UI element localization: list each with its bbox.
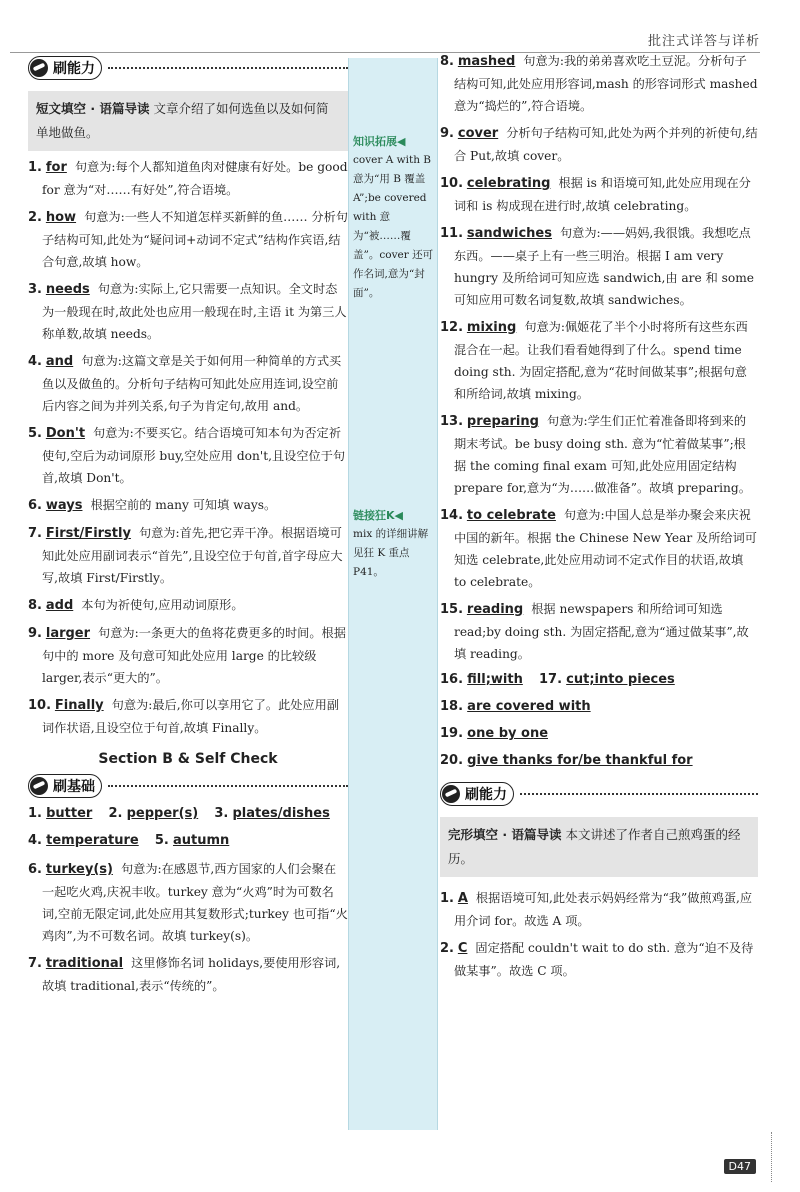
answer-item	[28, 594, 348, 617]
item-number: 3.	[214, 806, 229, 821]
answer-item	[28, 422, 348, 489]
item-answer: preparing	[466, 414, 539, 429]
item-number: 3.	[28, 282, 42, 297]
item-number: 1.	[440, 891, 454, 906]
answer-row	[440, 668, 758, 692]
item-number: 2.	[440, 941, 454, 956]
answer-row	[28, 829, 348, 853]
item-explanation: 句意为:实际上,它只需要一点知识。全文时态为一般现在时,故此处也应用一般现在时,主语 it 为第三人称单数,故填 needs。	[42, 282, 347, 341]
answer-item	[440, 316, 758, 405]
item-answer: autumn	[172, 833, 230, 848]
item-number: 6.	[28, 862, 42, 877]
answer-row	[440, 722, 758, 746]
answer-item	[440, 50, 758, 117]
guide-tag: 短文填空 · 语篇导读	[36, 101, 150, 116]
note-text: mix 的详细讲解见狂 K 重点 P41。	[353, 528, 429, 578]
answer-item	[440, 172, 758, 217]
item-number: 18.	[440, 699, 464, 714]
pencil-ball-icon	[442, 785, 460, 803]
item-number: 14.	[440, 508, 464, 523]
answer-item	[28, 494, 348, 517]
answer-item	[28, 206, 348, 273]
section-header-basic	[28, 773, 348, 799]
link-note	[353, 506, 435, 582]
item-explanation: 分析句子结构可知,此处为两个并列的祈使句,结合 Put,故填 cover。	[454, 126, 758, 163]
section-header-power	[28, 55, 348, 81]
knowledge-note	[353, 132, 435, 303]
item-explanation: 句意为:——妈妈,我很饿。我想吃点东西。——桌子上有一些三明治。根据 I am very hungry 及所给词可知应选 sandwich,由 are 和 some 可知应用可数名词复数,故填 sandwiches。	[454, 226, 755, 307]
dotted-divider	[108, 785, 348, 787]
note-text: cover A with B 意为“用 B 覆盖 A”;be covered with 意为“被……覆盖”。cover 还可作名词,意为“封面”。	[353, 154, 434, 299]
item-answer: celebrating	[466, 176, 551, 191]
item-number: 13.	[440, 414, 464, 429]
answer-item	[28, 858, 348, 947]
item-explanation: 根据 is 和语境可知,此处应用现在分词和 is 构成现在进行时,故填 celebrating。	[454, 176, 751, 213]
item-explanation: 句意为:不要买它。结合语境可知本句为否定祈使句,空后为动词原形 buy,空处应用 don't,且设空位于句首,故填 Don't。	[42, 426, 346, 485]
page-number: D47	[724, 1159, 756, 1174]
item-answer: give thanks for/be thankful for	[467, 753, 693, 768]
dotted-divider	[520, 793, 758, 795]
item-explanation: 句意为:中国人总是举办聚会来庆祝中国的新年。根据 the Chinese New Year 及所给词可知选 celebrate,此处应用动词不定式作目的状语,故填 to celebrate。	[454, 508, 757, 589]
item-number: 5.	[28, 426, 42, 441]
item-answer: how	[45, 210, 77, 225]
item-number: 8.	[440, 54, 454, 69]
dotted-divider	[108, 67, 348, 69]
item-number: 10.	[440, 176, 464, 191]
item-answer: A	[457, 891, 468, 906]
item-answer: larger	[45, 626, 91, 641]
item-number: 8.	[28, 598, 42, 613]
item-answer: mashed	[457, 54, 516, 69]
item-number: 16.	[440, 672, 464, 687]
item-answer: are covered with	[467, 699, 591, 714]
item-explanation: 固定搭配 couldn't wait to do sth. 意为“迫不及待做某事”。故选 C 项。	[454, 941, 754, 978]
item-answer: pepper(s)	[126, 806, 199, 821]
guide-text: 本文讲述了作者自己煎鸡蛋的经历。	[448, 827, 741, 866]
item-answer: to celebrate	[466, 508, 556, 523]
item-answer: cut;into pieces	[566, 672, 675, 687]
section-label: 刷能力	[465, 787, 507, 803]
item-explanation: 句意为:我的弟弟喜欢吃土豆泥。分析句子结构可知,此处应用形容词,mash 的形容词形式 mashed 意为“捣烂的”,符合语境。	[454, 54, 758, 113]
item-explanation: 本句为祈使句,应用动词原形。	[81, 598, 244, 612]
item-explanation: 根据空前的 many 可知填 ways。	[90, 498, 277, 512]
answer-row	[440, 749, 758, 773]
item-answer: add	[45, 598, 74, 613]
item-answer: C	[457, 941, 468, 956]
answer-row	[28, 802, 348, 826]
item-number: 4.	[28, 354, 42, 369]
item-answer: First/Firstly	[45, 526, 131, 541]
item-number: 9.	[440, 126, 454, 141]
item-number: 17.	[539, 672, 563, 687]
answer-item	[440, 937, 758, 982]
answer-item	[28, 952, 348, 997]
item-number: 15.	[440, 602, 464, 617]
right-column	[440, 50, 758, 982]
reading-guide	[28, 91, 348, 151]
item-answer: one by one	[467, 726, 549, 741]
item-explanation: 句意为:这篇文章是关于如何用一种简单的方式买鱼以及做鱼的。分析句子结构可知此处应用连词,设空前后内容之间为并列关系,句子为肯定句,故用 and。	[42, 354, 342, 413]
answer-item	[28, 622, 348, 689]
pencil-ball-icon	[30, 777, 48, 795]
reading-guide	[440, 817, 758, 877]
item-number: 19.	[440, 726, 464, 741]
item-answer: cover	[457, 126, 499, 141]
section-label: 刷能力	[53, 61, 95, 77]
item-number: 7.	[28, 526, 42, 541]
item-number: 10.	[28, 698, 52, 713]
item-explanation: 句意为:一些人不知道怎样买新鲜的鱼…… 分析句子结构可知,此处为“疑问词+动词不定式”结构作宾语,结合句意,故填 how。	[42, 210, 348, 269]
answer-item	[28, 156, 348, 201]
item-answer: plates/dishes	[232, 806, 330, 821]
left-column	[28, 55, 348, 997]
item-explanation: 句意为:最后,你可以享用它了。此处应用副词作状语,且设空位于句首,故填 Finally。	[42, 698, 340, 735]
item-explanation: 句意为:首先,把它弄干净。根据语境可知此处应用副词表示“首先”,且设空位于句首,首字母应大写,故填 First/Firstly。	[42, 526, 343, 585]
item-explanation: 根据 newspapers 和所给词可知选 read;by doing sth. 为固定搭配,意为“通过做某事”,故填 reading。	[454, 602, 749, 661]
answer-item	[440, 887, 758, 932]
answer-row	[440, 695, 758, 719]
section-badge	[28, 774, 102, 798]
item-number: 2.	[108, 806, 123, 821]
header-title: 批注式详答与详析	[647, 34, 760, 49]
item-number: 12.	[440, 320, 464, 335]
item-number: 6.	[28, 498, 42, 513]
item-answer: mixing	[466, 320, 517, 335]
item-explanation: 句意为:佩姬花了半个小时将所有这些东西混合在一起。让我们看看她得到了什么。spend time doing sth. 为固定搭配,意为“花时间做某事”;根据句意和所给词,故填 mixing。	[454, 320, 748, 401]
item-number: 5.	[154, 833, 169, 848]
item-answer: for	[45, 160, 67, 175]
item-number: 9.	[28, 626, 42, 641]
answer-item	[440, 122, 758, 167]
item-number: 1.	[28, 160, 42, 175]
item-answer: ways	[45, 498, 83, 513]
answer-item	[28, 694, 348, 739]
item-answer: Don't	[45, 426, 86, 441]
item-number: 20.	[440, 753, 464, 768]
section-header-power	[440, 781, 758, 807]
annotation-strip	[348, 58, 438, 1130]
answer-item	[440, 598, 758, 665]
item-explanation: 这里修饰名词 holidays,要使用形容词,故填 traditional,表示“传统的”。	[42, 956, 341, 993]
answer-item	[440, 410, 758, 499]
pencil-ball-icon	[30, 59, 48, 77]
item-answer: reading	[466, 602, 524, 617]
answer-item	[28, 522, 348, 589]
guide-tag: 完形填空 · 语篇导读	[448, 827, 562, 842]
section-label: 刷基础	[53, 779, 95, 795]
guide-text: 文章介绍了如何选鱼以及如何简单地做鱼。	[36, 101, 329, 140]
item-answer: temperature	[46, 833, 139, 848]
item-answer: Finally	[54, 698, 104, 713]
section-badge	[440, 782, 514, 806]
item-answer: butter	[46, 806, 93, 821]
item-number: 2.	[28, 210, 42, 225]
item-explanation: 句意为:每个人都知道鱼肉对健康有好处。be good for 意为“对……有好处”,符合语境。	[42, 160, 348, 197]
item-answer: and	[45, 354, 74, 369]
answer-item	[28, 350, 348, 417]
item-number: 4.	[28, 833, 42, 848]
section-title: Section B & Self Check	[98, 751, 278, 767]
section-badge	[28, 56, 102, 80]
item-answer: sandwiches	[466, 226, 552, 241]
answer-item	[440, 504, 758, 593]
item-answer: turkey(s)	[45, 862, 113, 877]
item-number: 1.	[28, 806, 42, 821]
item-number: 11.	[440, 226, 464, 241]
answer-item	[28, 278, 348, 345]
item-answer: traditional	[45, 956, 124, 971]
item-explanation: 句意为:一条更大的鱼将花费更多的时间。根据句中的 more 及句意可知此处应用 large 的比较级 larger,表示“更大的”。	[42, 626, 346, 685]
note-tag: 知识拓展◀	[353, 135, 406, 148]
item-answer: needs	[45, 282, 90, 297]
item-number: 7.	[28, 956, 42, 971]
item-explanation: 句意为:学生们正忙着准备即将到来的期末考试。be busy doing sth. 意为“忙着做某事”;根据 the coming final exam 可知,此处应用固定结构 prepare for,意为“为……做准备”。故填 preparing。	[454, 414, 751, 495]
answer-item	[440, 222, 758, 311]
note-tag: 链接狂K◀	[353, 509, 403, 522]
item-explanation: 句意为:在感恩节,西方国家的人们会聚在一起吃火鸡,庆祝丰收。turkey 意为“火鸡”时为可数名词,空前无限定词,此处应用其复数形式;turkey 也可指“火鸡肉”,为不可数名词。故填 turkey(s)。	[42, 862, 348, 943]
item-explanation: 根据语境可知,此处表示妈妈经常为“我”做煎鸡蛋,应用介词 for。故选 A 项。	[454, 891, 753, 928]
item-answer: fill;with	[467, 672, 523, 687]
page-edge-decoration	[771, 1132, 796, 1182]
